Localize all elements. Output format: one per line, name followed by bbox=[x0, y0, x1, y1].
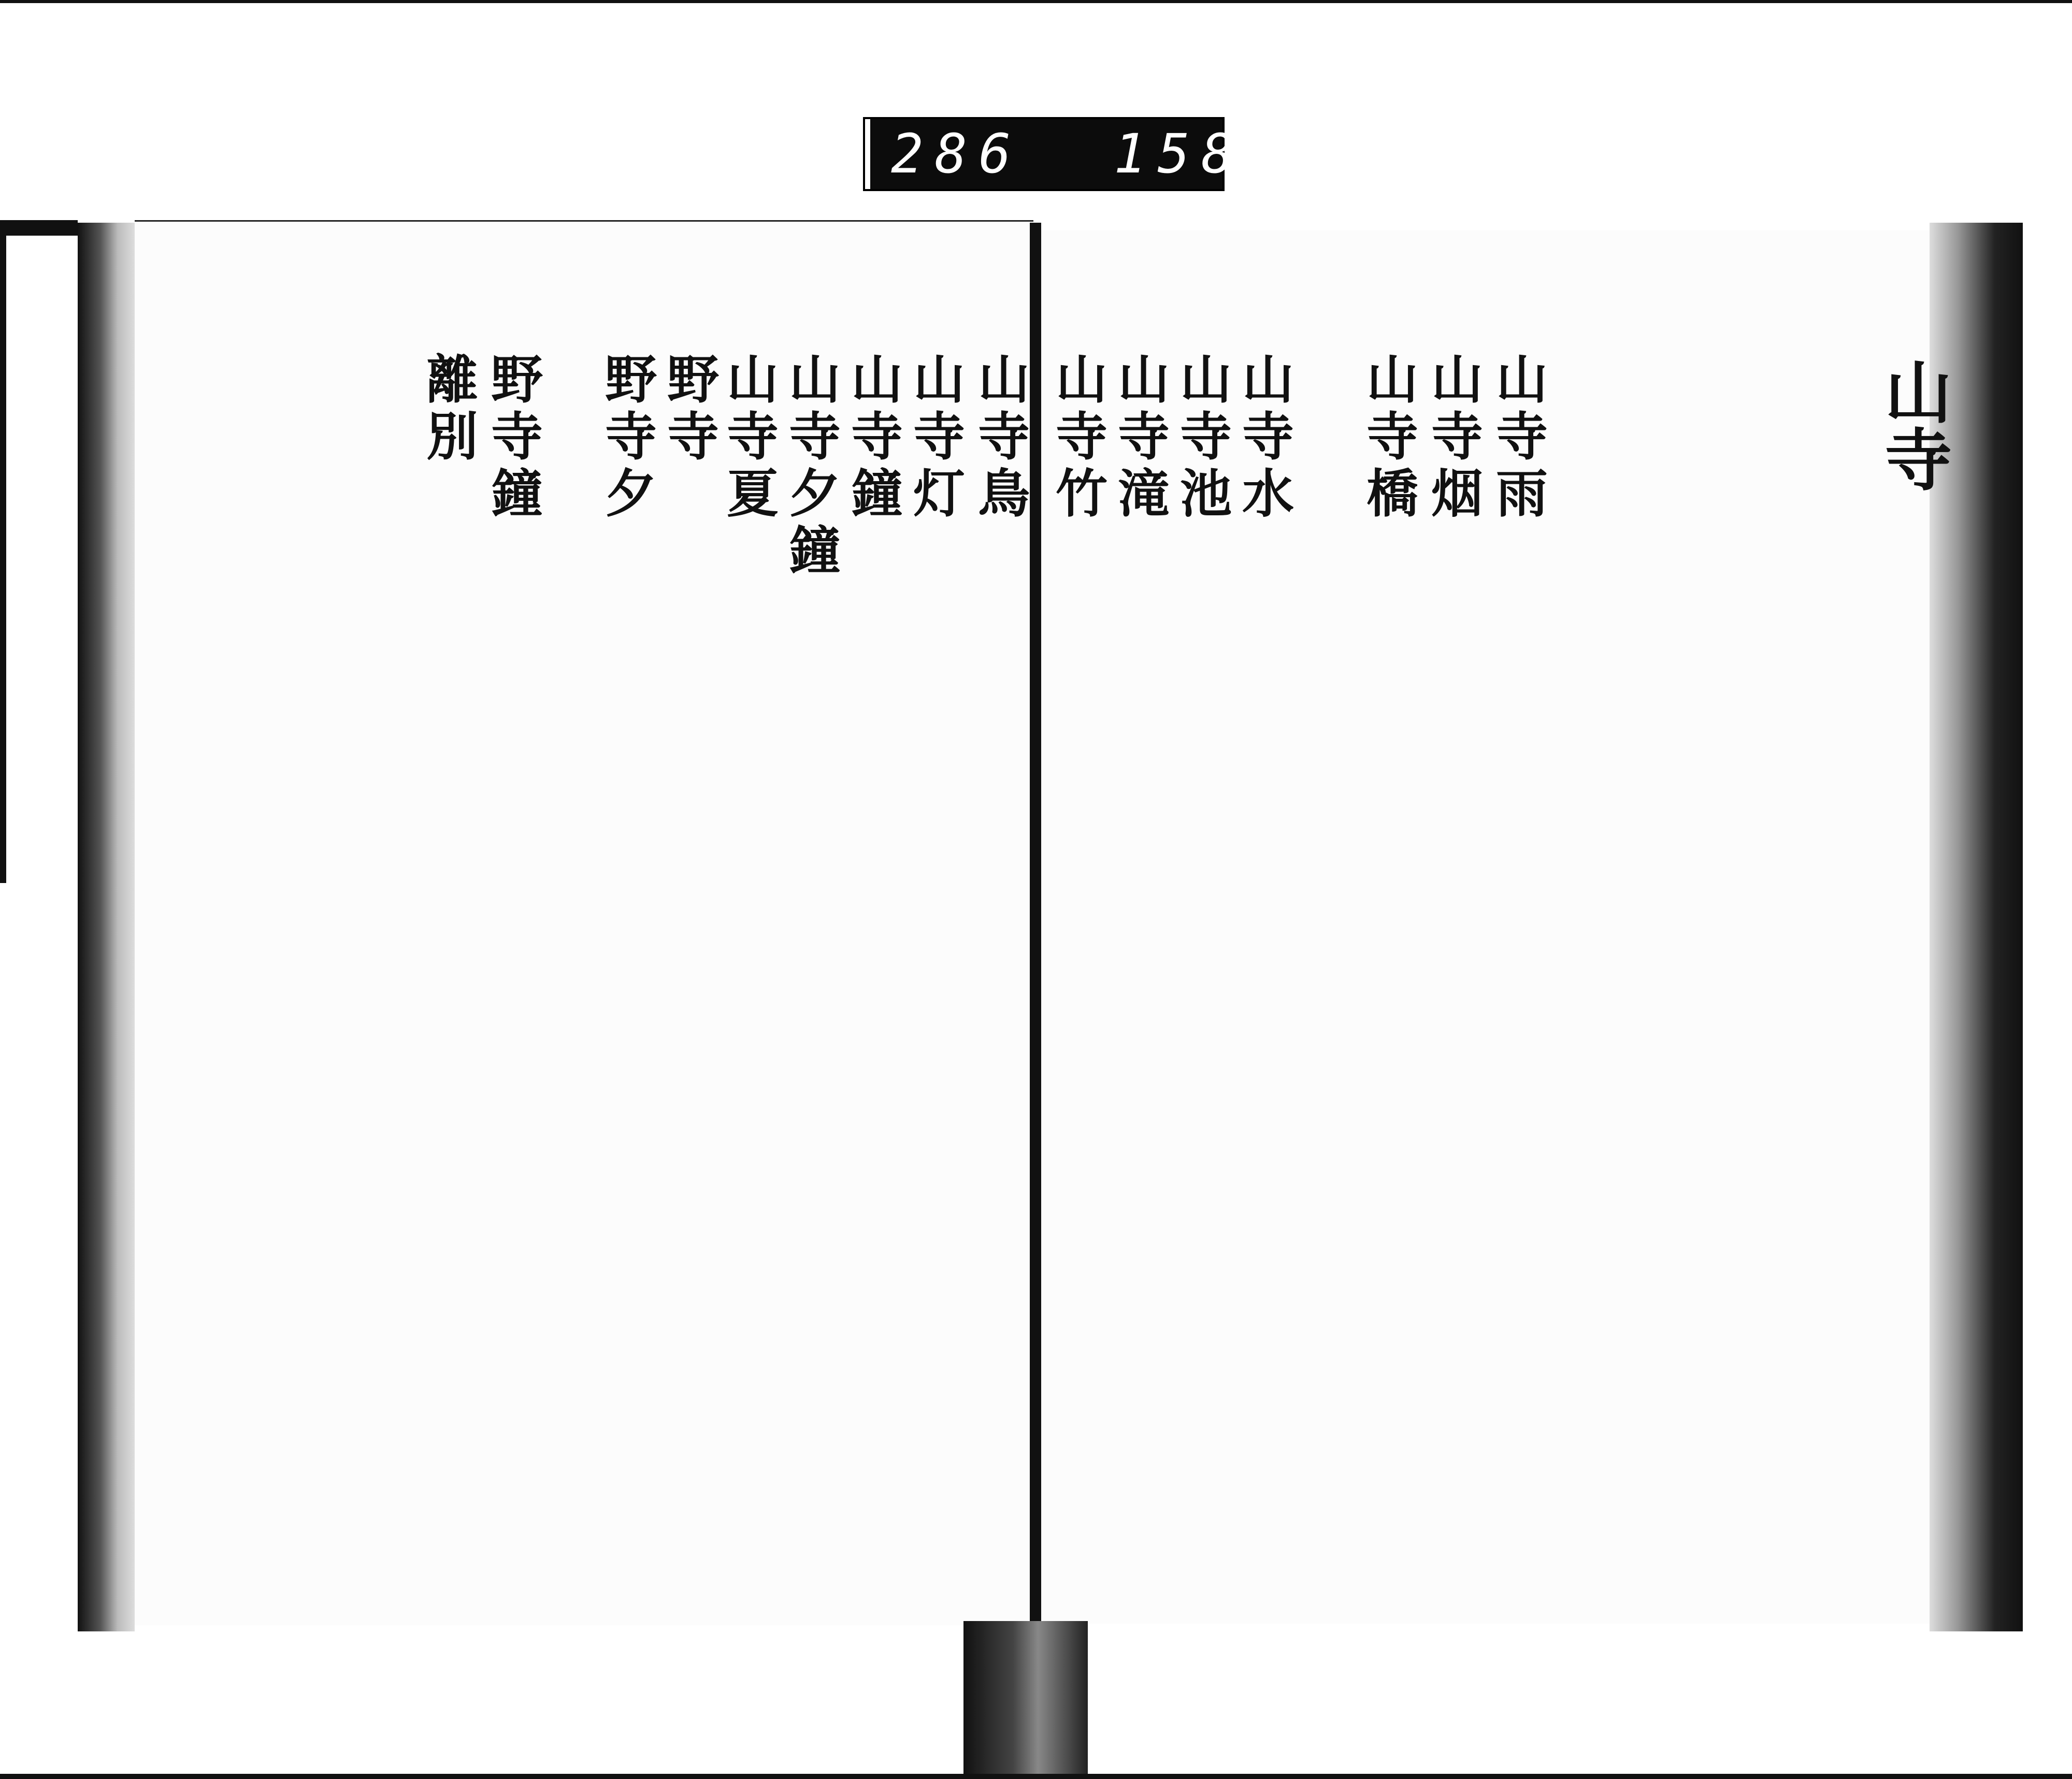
film-margin-bar bbox=[0, 220, 78, 236]
entry-column bbox=[842, 352, 903, 523]
entry-title: 山寺竹 bbox=[1047, 352, 1108, 523]
entry-column bbox=[1233, 352, 1294, 523]
entry-column bbox=[1109, 352, 1170, 523]
entry-column bbox=[969, 352, 1030, 523]
frame-number-left: 286 bbox=[891, 122, 1023, 185]
book-gutter bbox=[1030, 223, 1041, 1621]
entry-title: 野寺夕 bbox=[596, 352, 657, 523]
entry-column bbox=[1487, 352, 1548, 523]
entry-column bbox=[482, 352, 543, 523]
entry-column bbox=[1171, 352, 1232, 523]
entry-title: 山寺鳥 bbox=[969, 352, 1030, 523]
film-bottom-edge bbox=[0, 1774, 2072, 1779]
entry-title: 山寺烟 bbox=[1422, 352, 1484, 523]
entry-column bbox=[780, 352, 841, 580]
film-margin-bar bbox=[0, 236, 6, 883]
entry-column bbox=[418, 352, 479, 466]
entry-title: 離別 bbox=[418, 352, 479, 466]
entry-column bbox=[1358, 352, 1419, 523]
entry-title: 野寺鐘 bbox=[482, 352, 543, 523]
entry-column bbox=[904, 352, 966, 523]
entry-column bbox=[596, 352, 657, 523]
entry-title: 山寺夕鐘 bbox=[780, 352, 841, 580]
entry-title: 山寺夏 bbox=[718, 352, 779, 523]
entry-title: 山寺水 bbox=[1233, 352, 1294, 523]
frame-number-right: 158 bbox=[1114, 122, 1245, 185]
entry-title: 山寺滝 bbox=[1109, 352, 1170, 523]
entry-column bbox=[658, 352, 720, 466]
section-heading: 山寺 bbox=[1874, 357, 1953, 492]
book-spine-bottom bbox=[963, 1621, 1088, 1776]
entry-title: 山寺雨 bbox=[1487, 352, 1548, 523]
entry-title: 山寺灯 bbox=[904, 352, 966, 523]
entry-column bbox=[1047, 352, 1108, 523]
entry-title: 野寺 bbox=[658, 352, 720, 466]
frame-counter bbox=[865, 119, 1245, 189]
entry-column bbox=[718, 352, 779, 523]
film-top-edge bbox=[0, 0, 2072, 3]
left-page-edges bbox=[78, 223, 135, 1631]
entry-title: 山寺橋 bbox=[1358, 352, 1419, 523]
entry-column bbox=[1422, 352, 1484, 523]
entry-title: 山寺鐘 bbox=[842, 352, 903, 523]
entry-title: 山寺池 bbox=[1171, 352, 1232, 523]
